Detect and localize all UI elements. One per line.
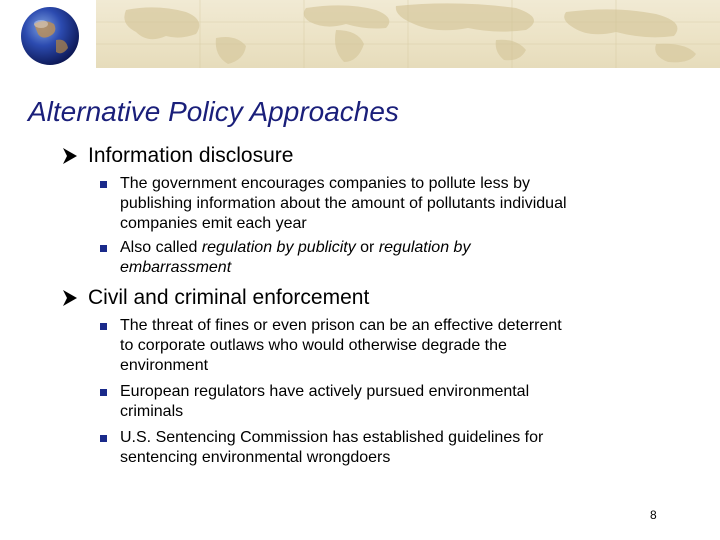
bullet-text: embarrassment <box>120 259 232 276</box>
bullet-text: to corporate outlaws who would otherwise degrade the <box>120 337 507 354</box>
square-bullet-icon <box>100 435 107 442</box>
world-map-strip <box>96 0 720 68</box>
bullet-text: U.S. Sentencing Commission has established guidelines for <box>120 429 544 446</box>
bullet-text: The threat of fines or even prison can be an effective deterrent <box>120 317 562 334</box>
header-banner <box>0 0 720 68</box>
bullet-text: The government encourages companies to pollute less by <box>120 175 531 192</box>
bullet-text: companies emit each year <box>120 215 307 232</box>
page-number: 8 <box>650 508 657 522</box>
bullet-text: European regulators have actively pursued environmental <box>120 383 530 400</box>
bullet-text: Also called regulation by publicity or regulation by <box>120 239 471 256</box>
globe-icon <box>14 6 86 66</box>
world-map-icon <box>96 0 720 68</box>
arrow-right-icon <box>62 289 78 307</box>
arrow-right-icon <box>62 147 78 165</box>
square-bullet-icon <box>100 389 107 396</box>
bullet-text: sentencing environmental wrongdoers <box>120 449 391 466</box>
square-bullet-icon <box>100 181 107 188</box>
bullet-text: publishing information about the amount of pollutants individual <box>120 195 567 212</box>
slide-title: Alternative Policy Approaches <box>28 96 399 127</box>
square-bullet-icon <box>100 323 107 330</box>
square-bullet-icon <box>100 245 107 252</box>
bullet-text: criminals <box>120 403 184 420</box>
bullet-text: environment <box>120 357 209 374</box>
